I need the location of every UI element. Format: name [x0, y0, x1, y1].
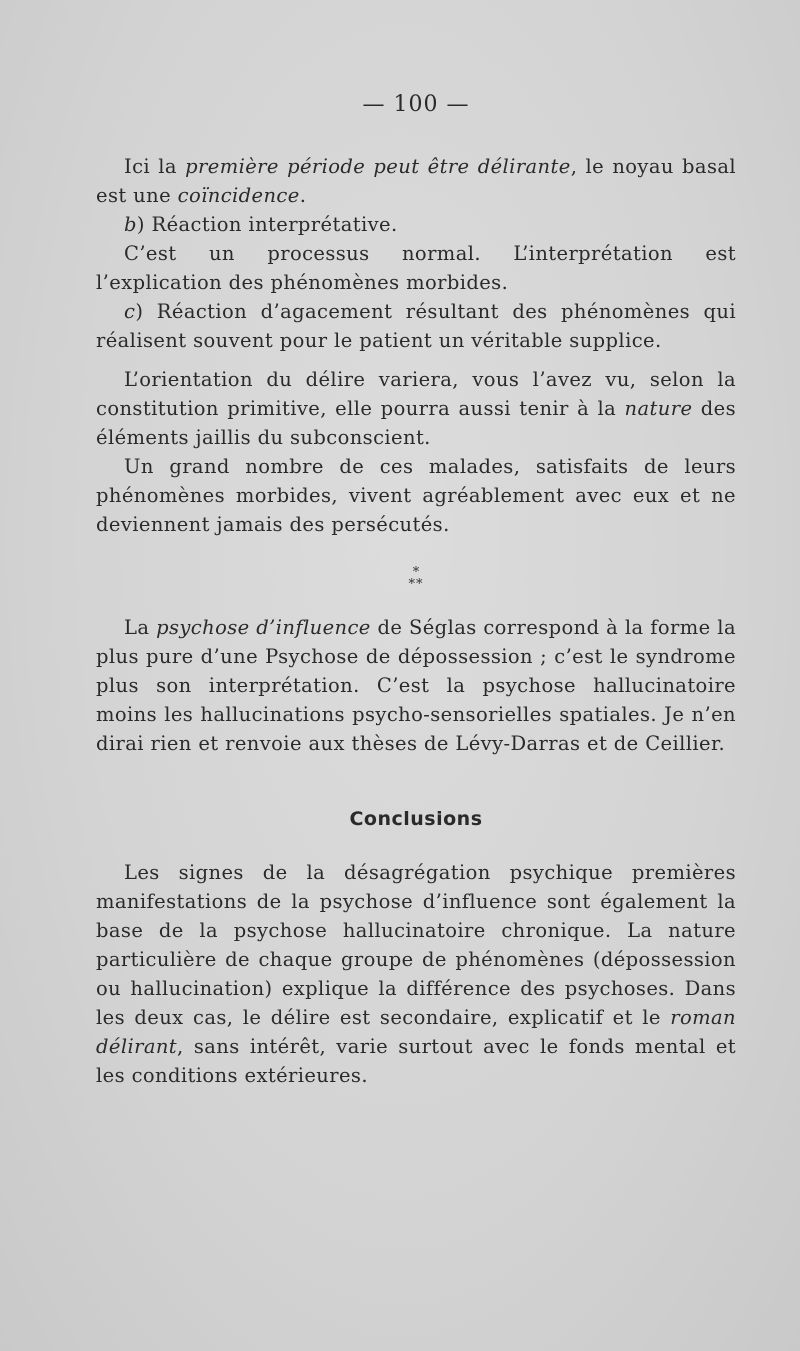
text-run: , le noyau basal est une	[96, 155, 737, 207]
paragraph-orientation-delire	[96, 365, 736, 452]
italic-run: première période peut être délirante	[185, 155, 571, 178]
text-run: ) Réaction d’agacement résultant des phénomènes qui réalisent souvent pour le patient un véritable supplice.	[96, 300, 736, 352]
paragraph-malades-satisfaits: Un grand nombre de ces malades, satisfaits de leurs phénomènes morbides, vivent agréablement avec eux et ne deviennent jamais des persécutés.	[96, 455, 736, 536]
paragraph-reaction-interpretative	[96, 210, 736, 239]
text-run: de Séglas correspond à la forme la plus pure d’une Psychose de dépossession ; c’est le syndrome plus son interprétation. C’est la psychose hallucinatoire moins les hallucinations psycho-sensorielles spatiales. Je n’en dirai rien et renvoie aux thèses de Lévy-Darras et de Ceillier.	[96, 616, 736, 755]
italic-run: roman délirant	[96, 1006, 736, 1058]
italic-run: coïncidence	[177, 184, 300, 207]
paragraph-reaction-agacement	[96, 297, 736, 355]
text-run: Ici la	[124, 155, 186, 178]
text-run: L’orientation du délire variera, vous l’avez vu, selon la constitution primitive, elle pourra aussi tenir à la	[96, 368, 736, 420]
text-run: des éléments jaillis du subconscient.	[96, 397, 736, 449]
text-run: , sans intérêt, varie surtout avec le fonds mental et les conditions extérieures.	[96, 1035, 736, 1087]
text-run: ) Réaction interprétative.	[136, 213, 398, 236]
section-title-conclusions: Conclusions	[349, 808, 483, 830]
asterism-separator	[96, 567, 736, 591]
paragraph-processus-normal: C’est un processus normal. L’interprétation est l’explication des phénomènes morbides.	[96, 242, 736, 294]
italic-run: b	[124, 213, 137, 236]
document-page	[96, 92, 736, 1090]
italic-run: nature	[624, 397, 693, 420]
paragraph-noyau-basal	[96, 152, 736, 210]
asterism-bottom: **	[408, 577, 424, 592]
text-run: Les signes de la désagrégation psychique premières manifestations de la psychose d’influence sont également la base de la psychose hallucinatoire chronique. La nature particulière de chaque groupe de phénomènes (dépossession ou hallucination) explique la différence des psychoses. Dans les deux cas, le délire est secondaire, explicatif et le	[96, 861, 736, 1029]
page-number: — 100 —	[362, 92, 470, 117]
italic-run: psychose d’influence	[156, 616, 371, 639]
paragraph-conclusions	[96, 858, 736, 1090]
asterism-top: *	[412, 565, 420, 580]
text-run: .	[299, 184, 307, 207]
paragraph-psychose-influence	[96, 613, 736, 758]
italic-run: c	[124, 300, 136, 323]
text-run: La	[124, 616, 157, 639]
